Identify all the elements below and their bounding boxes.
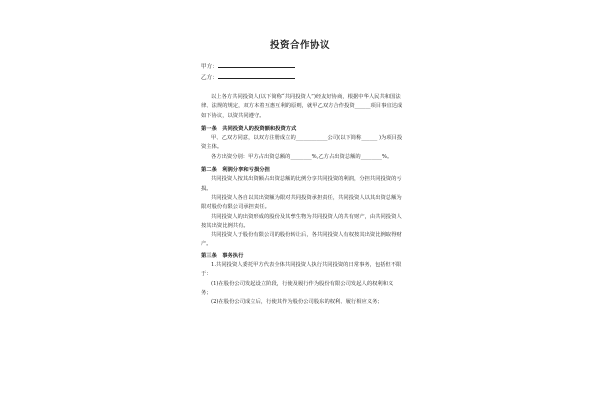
- article2-paragraph-2: 共同投资人各自以其出资额为限对共同投资承担责任，共同投资人以其出资总额为限对股份有限公司承担责任。: [201, 194, 402, 211]
- article3-paragraph-2: (1)在股份公司发起设立阶段，行使及履行作为股份有限公司发起人的权利和义务；: [201, 280, 394, 296]
- party-b-blank: [218, 73, 295, 79]
- article2-paragraph-4: 共同投资人于股份有限公司的股份转让后，各共同投资人有权按其出资比例取得财产。: [201, 232, 402, 248]
- article1-paragraph-1: 甲、乙双方同意，以双方注册成立的____________公司(以下简称______ )为项目投资主体。: [201, 135, 403, 151]
- document-body: [201, 93, 403, 308]
- party-a-label: 甲方：: [201, 64, 218, 70]
- party-b-label: 乙方：: [201, 75, 218, 81]
- article3-paragraph-1: 1.共同投资人委托甲方代表全体共同投资人执行共同投资的日常事务，包括但不限于：: [201, 262, 402, 278]
- article3-heading: 第三条 事务执行: [201, 252, 244, 259]
- preamble-paragraph: 以上各方共同投资人(以下简称“共同投资人”)经友好协商，根据中华人民共和国法律、法规的规定，双方本着互惠互利的原则，就甲乙双方合作投资______项目事宜达成如下协议，以资共同遵守。: [201, 94, 403, 119]
- party-b-line: [201, 73, 295, 82]
- article1-heading: 第一条 共同投资人的投资额和投资方式: [201, 125, 297, 132]
- article2-paragraph-3: 共同投资人的出资形成的股份及其孳生物为共同投资人的共有财产，由共同投资人按其出资比例共有。: [201, 213, 402, 229]
- party-a-line: [201, 62, 295, 71]
- document-title: 投资合作协议: [269, 40, 330, 51]
- article2-heading: 第二条 利润分享和亏损分担: [201, 167, 270, 174]
- article3-paragraph-3: (2)在股份公司成立后，行使其作为股份公司股东的权利、履行相应义务；: [211, 299, 383, 306]
- article2-paragraph-1: 共同投资人按其出资额占出资总额的比例分享共同投资的利润，分担共同投资的亏损。: [201, 176, 402, 192]
- party-a-blank: [218, 62, 295, 68]
- article1-paragraph-2: 各方出资分别：甲方占出资总额的________%,乙方占出资总额的________%。: [211, 153, 393, 160]
